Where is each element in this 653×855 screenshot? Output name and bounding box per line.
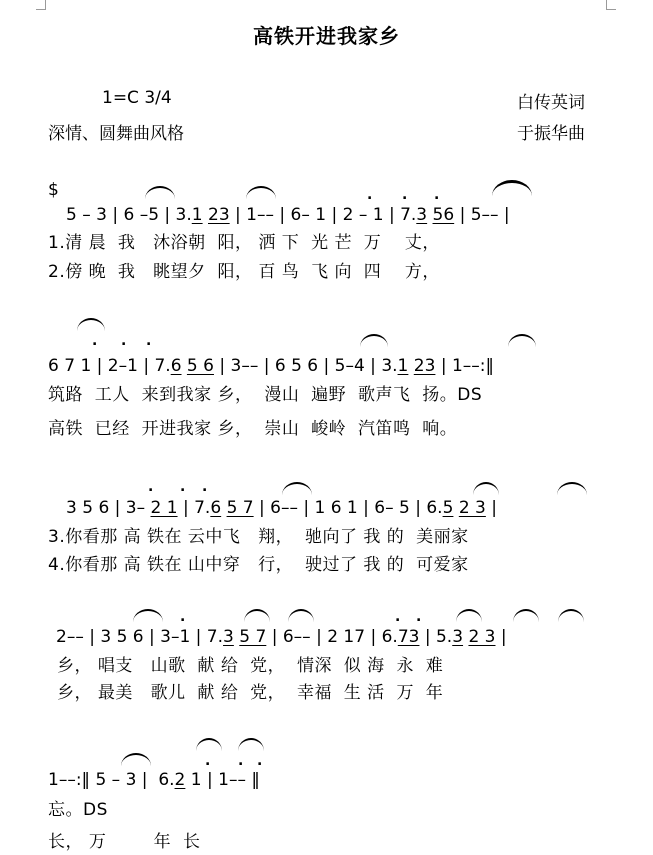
slur-mark: [77, 318, 105, 331]
composer-credit: 于振华曲: [517, 124, 585, 144]
slur-mark: [360, 334, 388, 347]
octave-dot: .: [202, 479, 208, 495]
slur-mark: [557, 482, 587, 495]
slur-mark: [133, 609, 163, 622]
notation-line-1: [66, 205, 596, 225]
slur-mark: [513, 609, 539, 622]
octave-dot: .: [148, 479, 154, 495]
slur-mark: [238, 738, 264, 751]
note-group: 1 | 1–– ‖: [185, 770, 260, 790]
octave-dot: .: [367, 187, 373, 203]
notation-line-3: [66, 498, 606, 518]
notation-line-4: [56, 627, 608, 647]
note-group: |: [485, 498, 497, 518]
page-corner-mark-right: [606, 0, 616, 10]
underlined-note-group: 2: [174, 770, 186, 790]
lyric-line-2-verse-2: 高铁 已经 开进我家 乡， 崇山 峻岭 汽笛鸣 响。: [48, 419, 458, 439]
slur-mark: [558, 609, 584, 622]
underlined-note-group: 3: [416, 205, 428, 225]
slur-mark: [492, 180, 532, 196]
slur-mark: [246, 186, 276, 199]
underlined-note-group: 6: [210, 498, 222, 518]
slur-mark: [121, 753, 151, 766]
underlined-note-group: 5 7: [226, 498, 254, 518]
note-group: | 5–– |: [454, 205, 510, 225]
underlined-note-group: 3: [452, 627, 464, 647]
underlined-note-group: 23: [413, 356, 436, 376]
underlined-note-group: 5 7: [239, 627, 267, 647]
underlined-note-group: 3: [223, 627, 234, 647]
lyric-line-2-verse-1: 筑路 工人 来到我家 乡， 漫山 遍野 歌声飞 扬。DS: [48, 385, 483, 405]
lyric-line-4-verse-1: 乡， 唱支 山歌 献 给 党， 情深 似 海 永 难: [57, 656, 444, 676]
octave-dot: .: [402, 187, 408, 203]
octave-dot: .: [92, 333, 98, 349]
note-group: |: [495, 627, 507, 647]
key-time-signature: 1=C 3/4: [102, 88, 172, 108]
song-title: 高铁开进我家乡: [253, 24, 400, 48]
lyric-line-4-verse-2: 乡， 最美 歌儿 献 给 党， 幸福 生 活 万 年: [57, 683, 444, 703]
underlined-note-group: 56: [432, 205, 455, 225]
slur-mark: [288, 609, 314, 622]
underlined-note-group: 2 1: [150, 498, 178, 518]
octave-dot: .: [121, 333, 127, 349]
lyricist-credit: 白传英词: [517, 93, 585, 113]
octave-dot: .: [395, 609, 401, 625]
notation-line-2: [48, 356, 608, 376]
lyric-line-1-verse-1: 1.清 晨 我 沐浴朝 阳， 洒 下 光 芒 万 丈，: [48, 233, 440, 253]
octave-dot: .: [416, 609, 422, 625]
underlined-note-group: 2 3: [458, 498, 486, 518]
note-group: | 5.: [419, 627, 453, 647]
slur-mark: [456, 609, 482, 622]
note-group: | 6–– | 1 6 1 | 6– 5 | 6.: [253, 498, 443, 518]
slur-mark: [508, 334, 536, 347]
underlined-note-group: 23: [208, 205, 230, 225]
underlined-note-group: 2 3: [468, 627, 496, 647]
note-group: | 3–– | 6 5 6 | 5–4 | 3.: [213, 356, 398, 376]
note-group: | 6–– | 2 17 | 6.: [266, 627, 398, 647]
octave-dot: .: [238, 753, 244, 769]
underlined-note-group: 73: [397, 627, 420, 647]
style-marking: 深情、圆舞曲风格: [48, 124, 184, 144]
notation-line-5: [48, 770, 378, 790]
note-group: | 1––:‖: [435, 356, 495, 376]
note-group: 5 – 3 | 6 –5 | 3.: [66, 205, 192, 225]
lyric-line-5-verse-1: 忘。DS: [48, 800, 108, 820]
page-corner-mark-left: [36, 0, 46, 10]
underlined-note-group: 6: [170, 356, 182, 376]
slur-mark: [282, 482, 312, 495]
slur-mark: [145, 186, 175, 199]
octave-dot: .: [257, 753, 263, 769]
note-group: 2–– | 3 5 6 | 3–1 | 7.: [56, 627, 224, 647]
octave-dot: .: [205, 753, 211, 769]
note-group: 6 7 1 | 2–1 | 7.: [48, 356, 171, 376]
underlined-note-group: 5: [442, 498, 454, 518]
slur-mark: [244, 609, 270, 622]
octave-dot: .: [146, 333, 152, 349]
note-group: 1––:‖ 5 – 3 | 6.: [48, 770, 175, 790]
segno-sign: $: [48, 180, 59, 200]
lyric-line-3-verse-2: 4.你看那 高 铁在 山中穿 行， 驶过了 我 的 可爱家: [48, 555, 469, 575]
underlined-note-group: 1: [191, 205, 203, 225]
underlined-note-group: 5 6: [186, 356, 214, 376]
octave-dot: .: [434, 187, 440, 203]
lyric-line-1-verse-2: 2.傍 晚 我 眺望夕 阳， 百 鸟 飞 向 四 方，: [48, 262, 440, 282]
octave-dot: .: [180, 479, 186, 495]
note-group: | 7.: [177, 498, 211, 518]
lyric-line-3-verse-1: 3.你看那 高 铁在 云中飞 翔， 驰向了 我 的 美丽家: [48, 527, 469, 547]
lyric-line-5-verse-2: 长， 万 年 长: [48, 832, 201, 852]
slur-mark: [196, 738, 222, 751]
octave-dot: .: [180, 609, 186, 625]
underlined-note-group: 1: [397, 356, 409, 376]
note-group: | 1–– | 6– 1 | 2 – 1 | 7.: [229, 205, 417, 225]
note-group: 3 5 6 | 3–: [66, 498, 151, 518]
slur-mark: [473, 482, 499, 495]
